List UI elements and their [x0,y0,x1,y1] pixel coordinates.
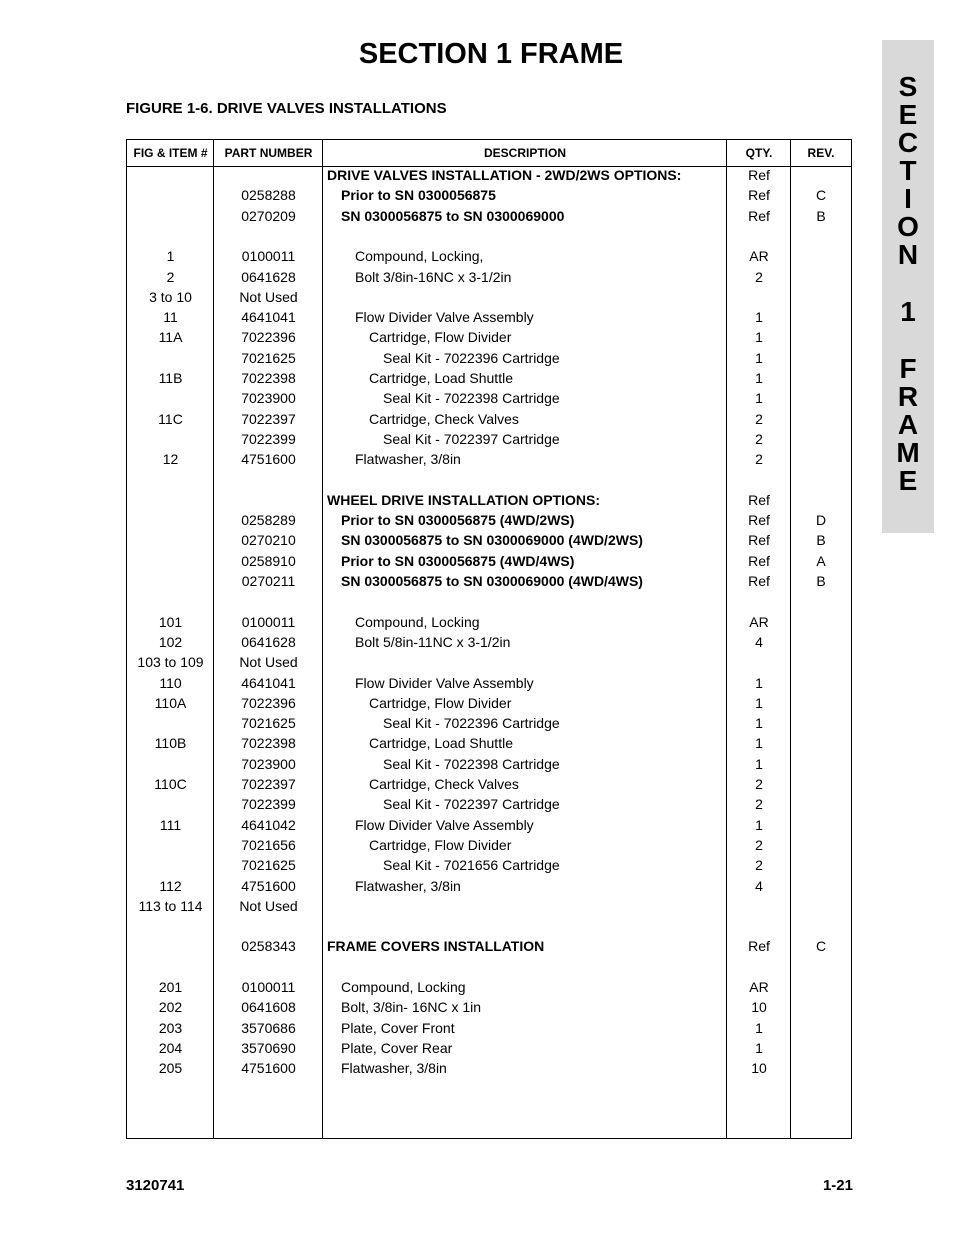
description-cell: SN 0300056875 to SN 0300069000 (4WD/2WS) [341,532,643,549]
table-row [127,449,851,469]
description-cell: Flatwasher, 3/8in [355,877,461,894]
part-number-cell: 0258343 [241,938,296,955]
part-number-cell: 3570690 [241,1039,296,1056]
tab-letter: T [899,155,917,186]
table-row [127,815,851,835]
part-number-cell: 0270210 [241,532,296,549]
description-cell: Plate, Cover Front [341,1019,455,1036]
tab-letter: 1 [900,296,916,327]
part-number-cell: 0270211 [241,573,296,589]
qty-cell: 2 [755,776,763,792]
rev-cell: C [815,187,827,204]
part-number-cell: 7023900 [241,755,296,772]
description-cell: Cartridge, Flow Divider [369,836,512,853]
qty-cell: 2 [755,857,763,874]
qty-cell: Ref [748,552,770,569]
part-number-cell: 4751600 [241,877,296,894]
tab-letter: C [897,127,919,158]
tab-letter: N [897,239,919,270]
description-cell: Cartridge, Load Shuttle [369,370,513,386]
qty-cell: 4 [755,877,763,894]
part-number-cell: 7022396 [241,694,296,711]
table-header [127,140,851,167]
description-cell: SN 0300056875 to SN 0300069000 (4WD/4WS) [341,573,643,589]
tab-letter: E [898,465,918,496]
rev-cell: C [815,938,827,955]
rev-cell: A [816,552,826,569]
rev-cell: B [816,207,826,224]
table-row [127,246,851,266]
figure-title: FIGURE 1-6. DRIVE VALVES INSTALLATIONS [126,100,447,117]
table-row [127,632,851,652]
description-cell: Cartridge, Load Shuttle [369,735,513,752]
table-row [127,571,851,591]
section-tab [882,40,934,533]
qty-cell: Ref [748,573,770,589]
description-cell: Prior to SN 0300056875 [341,187,496,204]
fig-item-cell: 112 [159,877,182,894]
table-row [127,673,851,693]
table-row [127,490,851,510]
tab-letter: A [897,409,919,440]
table-row [127,510,851,530]
part-number-cell: 0270209 [241,207,296,224]
header-part-number: PART NUMBER [224,146,313,160]
table-row [127,206,851,226]
part-number-cell: 7021625 [241,857,296,874]
fig-item-cell: 12 [162,451,179,468]
fig-item-cell: 205 [158,1060,183,1077]
table-row [127,327,851,347]
description-cell: Compound, Locking [341,979,466,995]
part-number-cell: Not Used [239,654,298,671]
tab-letter: I [904,183,912,214]
description-cell: DRIVE VALVES INSTALLATION - 2WD/2WS OPTIONS: [327,167,682,183]
part-number-cell: 3570686 [241,1019,296,1036]
description-cell: Flow Divider Valve Assembly [355,309,534,326]
part-number-cell: 7021625 [241,349,296,366]
qty-cell: 1 [755,1019,763,1036]
part-number-cell: 7022398 [241,735,296,752]
qty-cell: 1 [755,674,763,691]
qty-cell: 1 [755,715,763,732]
fig-item-cell: 11 [163,309,178,326]
part-number-cell: 4641042 [241,816,296,833]
description-cell: Seal Kit - 7022396 Cartridge [383,715,560,732]
part-number-cell: 7023900 [241,390,296,407]
part-number-cell: 7022399 [241,796,296,813]
fig-item-cell: 11B [158,370,183,386]
table-row [127,165,851,185]
qty-cell: 1 [755,309,763,326]
fig-item-cell: 110 [159,674,182,691]
description-cell: Seal Kit - 7021656 Cartridge [383,857,560,874]
description-cell: Cartridge, Flow Divider [369,694,512,711]
part-number-cell: 0258910 [241,552,296,569]
part-number-cell: 4641041 [241,309,296,326]
description-cell: Seal Kit - 7022398 Cartridge [383,390,560,407]
table-row [127,774,851,794]
table-row [127,185,851,205]
table-row [127,855,851,875]
table-row [127,713,851,733]
part-number-cell: Not Used [239,288,298,305]
table-row [127,936,851,956]
fig-item-cell: 2 [166,268,175,285]
part-number-cell: 7021625 [241,715,296,732]
qty-cell: AR [749,248,769,265]
page-number: 1-21 [822,1177,853,1194]
fig-item-cell: 111 [159,816,182,833]
table-row [127,267,851,287]
tab-letter: S [898,71,918,102]
qty-cell: 2 [755,410,763,427]
qty-cell: 1 [755,735,763,752]
table-row [127,409,851,429]
table-row [127,733,851,753]
description-cell: Seal Kit - 7022398 Cartridge [383,755,560,772]
qty-cell: 1 [755,1039,763,1056]
fig-item-cell: 11A [158,329,183,346]
part-number-cell: 7022397 [241,776,296,792]
table-row [127,348,851,368]
qty-cell: 1 [755,329,763,346]
table-row [127,794,851,814]
part-number-cell: 0258289 [241,512,296,529]
description-cell: Flow Divider Valve Assembly [355,816,534,833]
description-cell: Cartridge, Flow Divider [369,329,512,346]
table-row [127,551,851,571]
qty-cell: 2 [755,796,763,813]
header-qty: QTY. [745,146,773,160]
part-number-cell: 4751600 [241,451,296,468]
qty-cell: 4 [755,633,763,650]
table-row [127,368,851,388]
qty-cell: Ref [748,491,770,508]
table-row [127,1018,851,1038]
description-cell: Bolt 5/8in-11NC x 3-1/2in [355,633,511,650]
qty-cell: 1 [755,370,763,386]
description-cell: Compound, Locking, [355,248,484,265]
rev-cell: D [815,512,827,529]
part-number-cell: 0100011 [241,979,296,995]
qty-cell: 1 [755,349,763,366]
tab-letter: O [897,211,919,242]
qty-cell: AR [749,613,769,630]
part-number-cell: 0258288 [241,187,296,204]
description-cell: Plate, Cover Rear [341,1039,453,1056]
part-number-cell: 4751600 [241,1060,296,1077]
part-number-cell: 7022396 [241,329,296,346]
part-number-cell: 4641041 [241,674,296,691]
qty-cell: 10 [751,1060,767,1077]
table-row [127,835,851,855]
qty-cell: AR [749,979,769,995]
table-row [127,876,851,896]
part-number-cell: 7022397 [241,410,296,427]
fig-item-cell: 203 [158,1019,183,1036]
fig-item-cell: 201 [158,979,183,995]
description-cell: Flow Divider Valve Assembly [355,674,534,691]
table-row [127,429,851,449]
qty-cell: 2 [755,430,763,447]
header-description: DESCRIPTION [483,146,566,160]
part-number-cell: 7022398 [241,370,296,386]
description-cell: Seal Kit - 7022396 Cartridge [383,349,560,366]
table-row [127,1058,851,1078]
table-row [127,1038,851,1058]
fig-item-cell: 101 [158,613,183,630]
qty-cell: Ref [748,938,770,955]
table-row [127,530,851,550]
fig-item-cell: 102 [158,633,183,650]
tab-letter: E [898,99,918,130]
part-number-cell: 7022399 [241,430,296,447]
description-cell: Seal Kit - 7022397 Cartridge [383,430,560,447]
fig-item-cell: 204 [158,1039,183,1056]
fig-item-cell: 110C [154,776,187,792]
description-cell: Seal Kit - 7022397 Cartridge [383,796,560,813]
fig-item-cell: 1 [166,248,175,265]
part-number-cell: 0641628 [241,268,296,285]
document-number: 3120741 [126,1177,185,1194]
table-row [127,896,851,916]
qty-cell: 2 [755,836,763,853]
tab-letter: F [899,353,917,384]
qty-cell: 1 [755,755,763,772]
description-cell: SN 0300056875 to SN 0300069000 [341,207,565,224]
qty-cell: Ref [748,207,770,224]
qty-cell: Ref [748,512,770,529]
description-cell: Flatwasher, 3/8in [341,1060,447,1077]
description-cell: Cartridge, Check Valves [369,410,519,427]
fig-item-cell: 103 to 109 [137,654,204,671]
rev-cell: B [816,573,826,589]
fig-item-cell: 11C [158,410,183,427]
table-row [127,287,851,307]
table-row [127,652,851,672]
part-number-cell: 0641628 [241,633,296,650]
table-row [127,977,851,997]
description-cell: Bolt 3/8in-16NC x 3-1/2in [355,268,512,285]
description-cell: Flatwasher, 3/8in [355,451,461,468]
table-row [127,388,851,408]
rev-cell: B [816,532,826,549]
section-title: SECTION 1 FRAME [358,38,624,70]
qty-cell: 1 [755,816,763,833]
fig-item-cell: 3 to 10 [149,288,192,305]
description-cell: WHEEL DRIVE INSTALLATION OPTIONS: [327,491,600,508]
qty-cell: 1 [755,390,763,407]
fig-item-cell: 110B [154,735,187,752]
header-fig-item: FIG & ITEM # [133,146,208,160]
description-cell: Bolt, 3/8in- 16NC x 1in [341,999,482,1016]
part-number-cell: Not Used [239,897,298,914]
qty-cell: 2 [755,451,763,468]
part-number-cell: 0641608 [241,999,296,1016]
description-cell: FRAME COVERS INSTALLATION [327,938,545,955]
header-rev: REV. [807,146,835,160]
table-row [127,997,851,1017]
qty-cell: Ref [748,532,770,549]
fig-item-cell: 110A [154,694,187,711]
qty-cell: Ref [748,167,770,183]
part-number-cell: 7021656 [241,836,296,853]
qty-cell: Ref [748,187,770,204]
tab-letter: M [896,437,920,468]
description-cell: Cartridge, Check Valves [369,776,519,792]
parts-table [126,139,852,1139]
qty-cell: 1 [755,694,763,711]
qty-cell: 10 [751,999,767,1016]
qty-cell: 2 [755,268,763,285]
table-row [127,693,851,713]
table-row [127,754,851,774]
table-row [127,612,851,632]
fig-item-cell: 113 to 114 [138,897,203,914]
description-cell: Prior to SN 0300056875 (4WD/4WS) [341,552,575,569]
fig-item-cell: 202 [158,999,183,1016]
table-row [127,307,851,327]
description-cell: Prior to SN 0300056875 (4WD/2WS) [341,512,575,529]
part-number-cell: 0100011 [241,613,296,630]
description-cell: Compound, Locking [355,613,480,630]
tab-letter: R [897,381,919,412]
part-number-cell: 0100011 [241,248,296,265]
